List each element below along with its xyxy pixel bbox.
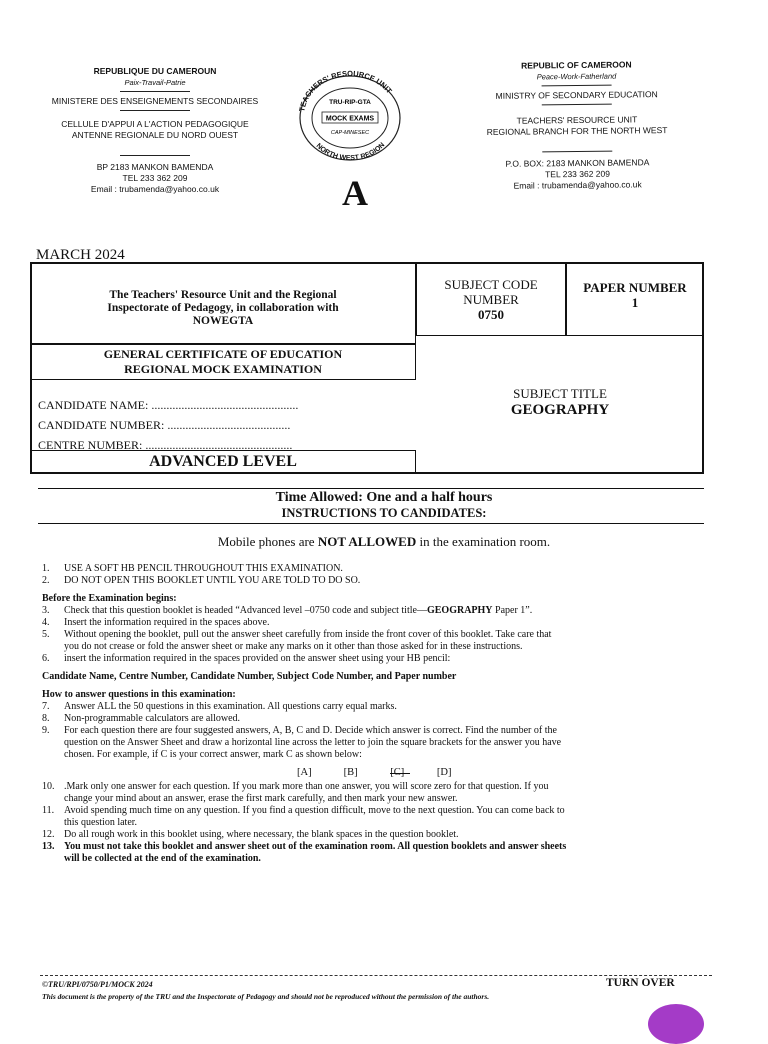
version-letter: A <box>342 173 368 213</box>
instructions-heading: INSTRUCTIONS TO CANDIDATES: <box>281 506 487 520</box>
instruction-5: 5. Without opening the booklet, pull out the answer sheet carefully from inside the front cover of this booklet. Take care that <box>42 629 552 640</box>
gce-line-2: REGIONAL MOCK EXAMINATION <box>124 362 322 376</box>
fields-line: Candidate Name, Centre Number, Candidate Number, Subject Code Number, and Paper number <box>42 671 457 682</box>
mobile-bold: NOT ALLOWED <box>317 534 417 549</box>
mobile-post: in the examination room. <box>416 534 551 549</box>
seal-top-text: TRU-RIP-GTA <box>329 99 371 106</box>
tel-en: TEL 233 362 209 <box>545 168 611 180</box>
candidate-fields <box>38 395 298 455</box>
country-fr: REPUBLIQUE DU CAMEROUN <box>93 66 217 76</box>
level-label: ADVANCED LEVEL <box>149 453 297 470</box>
org-line-3: NOWEGTA <box>192 315 254 327</box>
instruction-11: 11. Avoid spending much time on any question. If you find a question difficult, move to the next question. You can come back to <box>42 805 565 816</box>
strike-mark <box>390 773 410 774</box>
instruction-9: 9. For each question there are four suggested answers, A, B, C and D. Decide which answer is correct. Find the number of the <box>42 725 557 736</box>
paper-number-value: 1 <box>631 295 639 310</box>
instruction-5-cont: you do not crease or fold the answer sheet or make any marks on it other than those asked for in these instructions. <box>64 641 523 652</box>
instruction-10-cont: change your mind about an answer, erase the first mark carefully, and then mark your new answer. <box>64 793 458 804</box>
option-d: [D] <box>436 767 452 778</box>
instructions-list <box>42 563 722 865</box>
paper-number-label: PAPER NUMBER <box>583 280 687 295</box>
motto-en: Peace-Work-Fatherland <box>536 71 617 82</box>
seal-bottom-text: NORTH WEST REGION <box>314 141 387 163</box>
instruction-6: 6. insert the information required in the spaces provided on the answer sheet using your HB pencil: <box>42 653 451 664</box>
subject-code-cell <box>416 262 566 336</box>
how-heading: How to answer questions in this examination: <box>42 689 236 700</box>
country-en: REPUBLIC OF CAMEROON <box>521 59 632 71</box>
divider <box>120 91 190 92</box>
seal-ring-text: TEACHERS' RESOURCE UNIT <box>297 69 394 113</box>
tel-fr: TEL 233 362 209 <box>122 173 188 183</box>
centre-number-field: CENTRE NUMBER: ................................................. <box>38 438 293 452</box>
unit-fr-1: CELLULE D'APPUI A L'ACTION PEDAGOGIQUE <box>61 119 249 129</box>
tru-seal <box>290 64 410 164</box>
box-en: P.O. BOX: 2183 MANKON BAMENDA <box>505 157 650 169</box>
option-b: [B] <box>343 767 358 778</box>
subject-code-value: 0750 <box>478 307 504 322</box>
unit-en-1: TEACHERS' RESOURCE UNIT <box>516 114 638 126</box>
org-cell <box>30 262 416 344</box>
divider <box>120 155 190 156</box>
footer-disclaimer: This document is the property of the TRU and the Inspectorate of Pedagogy and should not be reproduced without the permission of the authors. <box>42 992 490 1001</box>
org-line-1: The Teachers' Resource Unit and the Regional <box>109 289 337 301</box>
instruction-13: 13. You must not take this booklet and answer sheet out of the examination room. All question booklets and answer sheets <box>42 841 567 852</box>
email-fr: Email : trubamenda@yahoo.co.uk <box>90 184 220 194</box>
candidate-name-field: CANDIDATE NAME: ................................................. <box>38 398 299 412</box>
divider <box>120 110 190 111</box>
paper-number-cell <box>566 262 704 336</box>
divider <box>542 85 612 87</box>
heading-rule <box>38 523 704 524</box>
candidate-number-field: CANDIDATE NUMBER: ......................................... <box>38 418 291 432</box>
gce-cell <box>30 344 416 380</box>
divider <box>542 104 612 106</box>
svg-text:NORTH WEST REGION <box>315 142 387 162</box>
instruction-9-cont-2: chosen. For example, if C is your correct answer, mark C as shown below: <box>64 749 362 760</box>
time-allowed: Time Allowed: One and a half hours <box>275 490 493 505</box>
instruction-12: 12. Do all rough work in this booklet using, where necessary, the blank spaces in the question booklet. <box>42 829 459 840</box>
footer-rule <box>40 975 712 976</box>
turn-over: TURN OVER <box>606 977 675 989</box>
org-line-2: Inspectorate of Pedagogy, in collaboration with <box>107 302 339 314</box>
divider <box>542 151 612 153</box>
header-left <box>40 66 270 195</box>
instruction-3: 3. Check that this question booklet is headed “Advanced level –0750 code and subject title—GEOGRAPHY Paper 1”. <box>42 605 533 616</box>
top-rule <box>38 488 704 489</box>
instruction-2: 2. DO NOT OPEN THIS BOOKLET UNTIL YOU ARE TOLD TO DO SO. <box>42 575 361 586</box>
box-fr: BP 2183 MANKON BAMENDA <box>96 162 214 172</box>
instruction-9-cont-1: question on the Answer Sheet and draw a horizontal line across the letter to join the square brackets for the answer you have <box>64 737 562 748</box>
mobile-pre: Mobile phones are <box>217 534 318 549</box>
header-right <box>461 59 692 192</box>
exam-date: MARCH 2024 <box>36 247 125 263</box>
email-en: Email : trubamenda@yahoo.co.uk <box>513 179 642 191</box>
instruction-4: 4. Insert the information required in the spaces above. <box>42 617 270 628</box>
ministry-fr: MINISTERE DES ENSEIGNEMENTS SECONDAIRES <box>51 96 259 106</box>
motto-fr: Paix-Travail-Patrie <box>124 78 186 87</box>
option-a: [A] <box>297 767 312 778</box>
subject-title-label: SUBJECT TITLE <box>513 386 607 401</box>
before-heading: Before the Examination begins: <box>42 593 177 604</box>
instruction-13-cont: will be collected at the end of the examination. <box>64 853 261 864</box>
instruction-1: 1. USE A SOFT HB PENCIL THROUGHOUT THIS EXAMINATION. <box>42 563 343 574</box>
unit-en-2: REGIONAL BRANCH FOR THE NORTH WEST <box>486 125 668 137</box>
subject-code-label-1: SUBJECT CODE <box>444 277 538 292</box>
subject-code-label-2: NUMBER <box>463 292 519 307</box>
subject-title-block <box>416 385 704 419</box>
level-cell <box>30 450 416 474</box>
ministry-en: MINISTRY OF SECONDARY EDUCATION <box>495 89 658 101</box>
subject-title-value: GEOGRAPHY <box>510 402 610 418</box>
gce-line-1: GENERAL CERTIFICATE OF EDUCATION <box>103 347 343 361</box>
seal-center-text: MOCK EXAMS <box>325 115 375 123</box>
instruction-11-cont: this question later. <box>64 817 138 828</box>
instruction-10: 10. .Mark only one answer for each question. If you mark more than one answer, you will score zero for that question. If you <box>42 781 549 792</box>
seal-sub-text: CAP-MINESEC <box>330 130 370 136</box>
footer-code: ©TRU/RPI/0750/P1/MOCK 2024 <box>42 980 153 989</box>
unit-fr-2: ANTENNE REGIONALE DU NORD OUEST <box>71 130 239 140</box>
answer-example <box>42 767 722 779</box>
purple-mark <box>648 1004 704 1044</box>
instruction-7: 7. Answer ALL the 50 questions in this examination. All questions carry equal marks. <box>42 701 397 712</box>
mobile-phones-notice <box>0 534 768 550</box>
instruction-8: 8. Non-programmable calculators are allowed. <box>42 713 241 724</box>
option-c-marked: [C] <box>390 767 434 779</box>
